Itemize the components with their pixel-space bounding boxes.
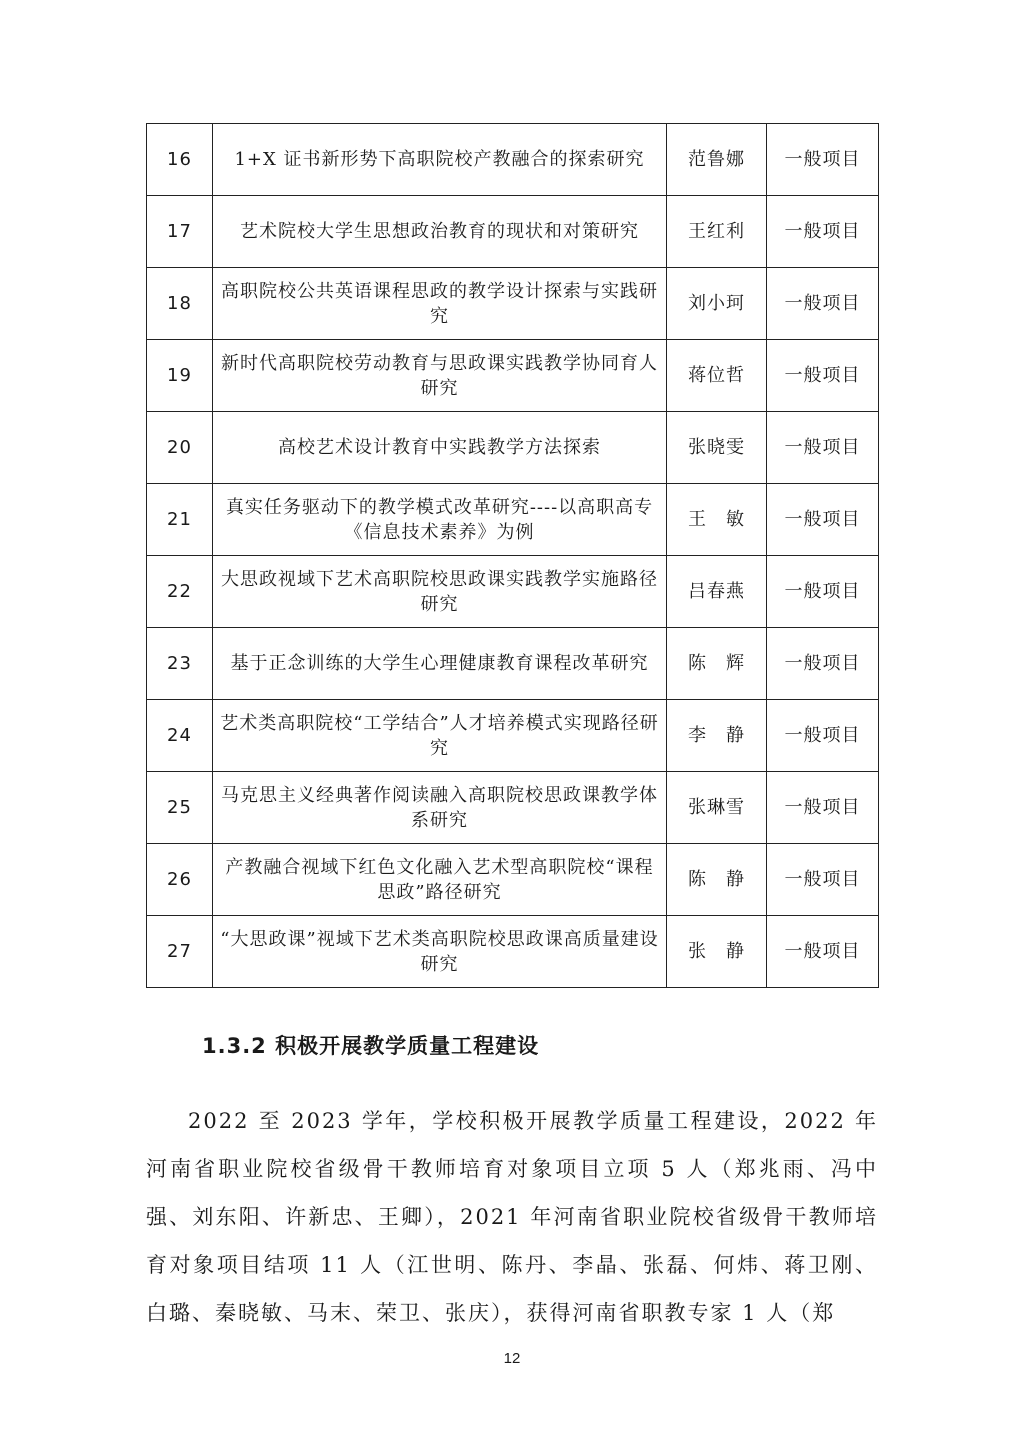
project-leader: 王 敏 [667,484,767,556]
project-leader: 吕春燕 [667,556,767,628]
table-row [147,196,879,268]
row-number: 23 [147,628,213,700]
project-type: 一般项目 [767,700,879,772]
project-leader: 李 静 [667,700,767,772]
project-title: 新时代高职院校劳动教育与思政课实践教学协同育人研究 [213,340,667,412]
table-row [147,412,879,484]
row-number: 25 [147,772,213,844]
row-number: 16 [147,124,213,196]
project-type: 一般项目 [767,196,879,268]
table-row [147,844,879,916]
project-leader: 张琳雪 [667,772,767,844]
project-title: 1+X 证书新形势下高职院校产教融合的探索研究 [213,124,667,196]
row-number: 24 [147,700,213,772]
project-type: 一般项目 [767,628,879,700]
project-type: 一般项目 [767,556,879,628]
project-title: 产教融合视域下红色文化融入艺术型高职院校“课程思政”路径研究 [213,844,667,916]
project-type: 一般项目 [767,772,879,844]
project-title: 高校艺术设计教育中实践教学方法探索 [213,412,667,484]
project-leader: 王红利 [667,196,767,268]
body-paragraph: 2022 至 2023 学年，学校积极开展教学质量工程建设，2022 年河南省职业院校省级骨干教师培育对象项目立项 5 人（郑兆雨、冯中强、刘东阳、许新忠、王卿），2021 年河南省职业院校省级骨干教师培育对象项目结项 11 人（江世明、陈丹、李晶、张磊、何炜、蒋卫刚、白璐、秦晓敏、马末、荣卫、张庆），获得河南省职教专家 1 人（郑 [146,1109,878,1325]
project-leader: 范鲁娜 [667,124,767,196]
row-number: 22 [147,556,213,628]
row-number: 26 [147,844,213,916]
table-row [147,484,879,556]
table-row [147,700,879,772]
page-number: 12 [503,1350,521,1367]
project-type: 一般项目 [767,412,879,484]
row-number: 18 [147,268,213,340]
project-type: 一般项目 [767,484,879,556]
project-title: 高职院校公共英语课程思政的教学设计探索与实践研究 [213,268,667,340]
row-number: 27 [147,916,213,988]
project-title: 艺术类高职院校“工学结合”人才培养模式实现路径研究 [213,700,667,772]
project-title: 艺术院校大学生思想政治教育的现状和对策研究 [213,196,667,268]
project-table [146,123,879,988]
project-title: 大思政视域下艺术高职院校思政课实践教学实施路径研究 [213,556,667,628]
project-leader: 陈 静 [667,844,767,916]
row-number: 21 [147,484,213,556]
project-leader: 陈 辉 [667,628,767,700]
row-number: 17 [147,196,213,268]
project-title: “大思政课”视域下艺术类高职院校思政课高质量建设研究 [213,916,667,988]
table-row [147,628,879,700]
table-row [147,340,879,412]
project-leader: 张 静 [667,916,767,988]
row-number: 20 [147,412,213,484]
project-type: 一般项目 [767,268,879,340]
project-type: 一般项目 [767,124,879,196]
table-row [147,772,879,844]
project-title: 马克思主义经典著作阅读融入高职院校思政课教学体系研究 [213,772,667,844]
table-row [147,916,879,988]
project-leader: 蒋位哲 [667,340,767,412]
table-row [147,124,879,196]
section-heading: 1.3.2 积极开展教学质量工程建设 [202,1034,540,1058]
project-type: 一般项目 [767,340,879,412]
project-leader: 张晓雯 [667,412,767,484]
table-row [147,268,879,340]
table-row [147,556,879,628]
project-type: 一般项目 [767,916,879,988]
project-leader: 刘小珂 [667,268,767,340]
project-type: 一般项目 [767,844,879,916]
project-title: 基于正念训练的大学生心理健康教育课程改革研究 [213,628,667,700]
project-title: 真实任务驱动下的教学模式改革研究----以高职高专《信息技术素养》为例 [213,484,667,556]
row-number: 19 [147,340,213,412]
